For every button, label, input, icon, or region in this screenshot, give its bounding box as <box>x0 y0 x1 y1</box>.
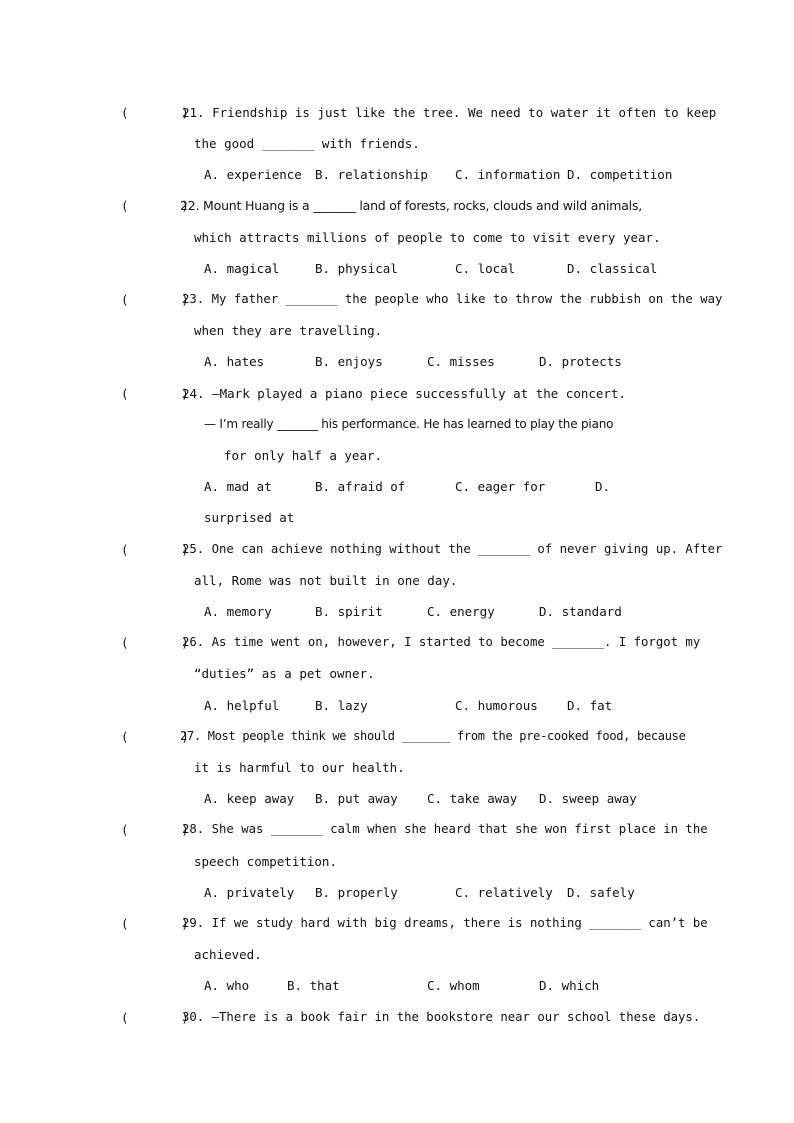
option-d[interactable]: D. safely <box>567 885 635 900</box>
answer-blank[interactable]: ( ) <box>121 292 189 307</box>
question-text: 23. My father _______ the people who like to throw the rubbish on the way <box>182 292 723 306</box>
option-b[interactable]: B. lazy <box>315 698 368 713</box>
option-c[interactable]: C. whom <box>427 978 480 993</box>
question-text: when they are travelling. <box>194 323 383 338</box>
option-b[interactable]: B. physical <box>315 261 398 276</box>
option-b[interactable]: B. enjoys <box>315 354 383 369</box>
option-a[interactable]: A. privately <box>204 885 295 900</box>
answer-blank[interactable]: ( ) <box>121 822 189 837</box>
option-c[interactable]: C. information <box>455 167 561 182</box>
option-c[interactable]: C. take away <box>427 791 518 806</box>
option-d[interactable]: D. competition <box>567 167 673 182</box>
question-stem <box>182 105 717 120</box>
option-d[interactable]: D. which <box>539 978 600 993</box>
option-b[interactable]: B. that <box>287 978 340 993</box>
option-c[interactable]: C. energy <box>427 604 495 619</box>
question-text: it is harmful to our health. <box>194 760 405 775</box>
question-text: 22. Mount Huang is a _______ land of forests, rocks, clouds and wild animals, <box>180 198 643 213</box>
option-a[interactable]: A. mad at <box>204 479 272 494</box>
answer-blank[interactable]: ( ) <box>121 635 189 650</box>
answer-blank[interactable]: ( ) <box>121 916 189 931</box>
question-text: which attracts millions of people to come to visit every year. <box>194 230 661 245</box>
question-text: speech competition. <box>194 854 337 869</box>
option-b[interactable]: B. afraid of <box>315 479 406 494</box>
option-c[interactable]: C. humorous <box>455 698 538 713</box>
option-b[interactable]: B. relationship <box>315 167 428 182</box>
option-a[interactable]: A. experience <box>204 167 302 182</box>
answer-blank[interactable]: ( ) <box>121 1010 189 1025</box>
question-text: 25. One can achieve nothing without the _______ of never giving up. After <box>182 542 723 556</box>
question-text: 21. Friendship is just like the tree. We need to water it often to keep <box>182 105 717 120</box>
option-c[interactable]: C. eager for <box>455 479 546 494</box>
option-d[interactable]: D. fat <box>567 698 613 713</box>
answer-blank[interactable]: ( ) <box>121 729 189 744</box>
question-text: 28. She was _______ calm when she heard that she won first place in the <box>182 822 708 836</box>
option-a[interactable]: A. magical <box>204 261 280 276</box>
answer-blank[interactable]: ( ) <box>121 542 189 557</box>
question-text: 26. As time went on, however, I started to become _______. I forgot my <box>182 635 701 649</box>
option-d-text[interactable]: surprised at <box>204 510 295 525</box>
option-c[interactable]: C. local <box>455 261 516 276</box>
option-b[interactable]: B. properly <box>315 885 398 900</box>
option-b[interactable]: B. spirit <box>315 604 383 619</box>
option-c[interactable]: C. relatively <box>455 885 553 900</box>
answer-blank[interactable]: ( ) <box>121 198 189 213</box>
answer-blank[interactable]: ( ) <box>121 105 189 120</box>
option-a[interactable]: A. who <box>204 978 250 993</box>
option-d[interactable]: D. classical <box>567 261 658 276</box>
option-a[interactable]: A. hates <box>204 354 265 369</box>
question-text: 29. If we study hard with big dreams, there is nothing _______ can’t be <box>182 916 708 930</box>
question-text: all, Rome was not built in one day. <box>194 573 458 588</box>
option-a[interactable]: A. keep away <box>204 791 295 806</box>
option-d[interactable]: D. standard <box>539 604 622 619</box>
option-c[interactable]: C. misses <box>427 354 495 369</box>
question-text: for only half a year. <box>224 448 383 463</box>
option-d[interactable]: D. sweep away <box>539 791 637 806</box>
question-text: 27. Most people think we should _______ from the pre-cooked food, because <box>180 729 686 743</box>
question-text: achieved. <box>194 947 262 962</box>
dialogue-reply: — I’m really _______ his performance. He has learned to play the piano <box>204 417 614 431</box>
option-a[interactable]: A. helpful <box>204 698 280 713</box>
option-d[interactable]: D. <box>595 479 611 494</box>
option-d[interactable]: D. protects <box>539 354 622 369</box>
option-b[interactable]: B. put away <box>315 791 398 806</box>
option-a[interactable]: A. memory <box>204 604 272 619</box>
answer-blank[interactable]: ( ) <box>121 386 189 401</box>
question-text: 30. —There is a book fair in the bookstore near our school these days. <box>182 1010 701 1024</box>
question-text: the good _______ with friends. <box>194 136 420 151</box>
question-text: 24. —Mark played a piano piece successfully at the concert. <box>182 386 627 401</box>
question-text: “duties” as a pet owner. <box>194 666 375 681</box>
